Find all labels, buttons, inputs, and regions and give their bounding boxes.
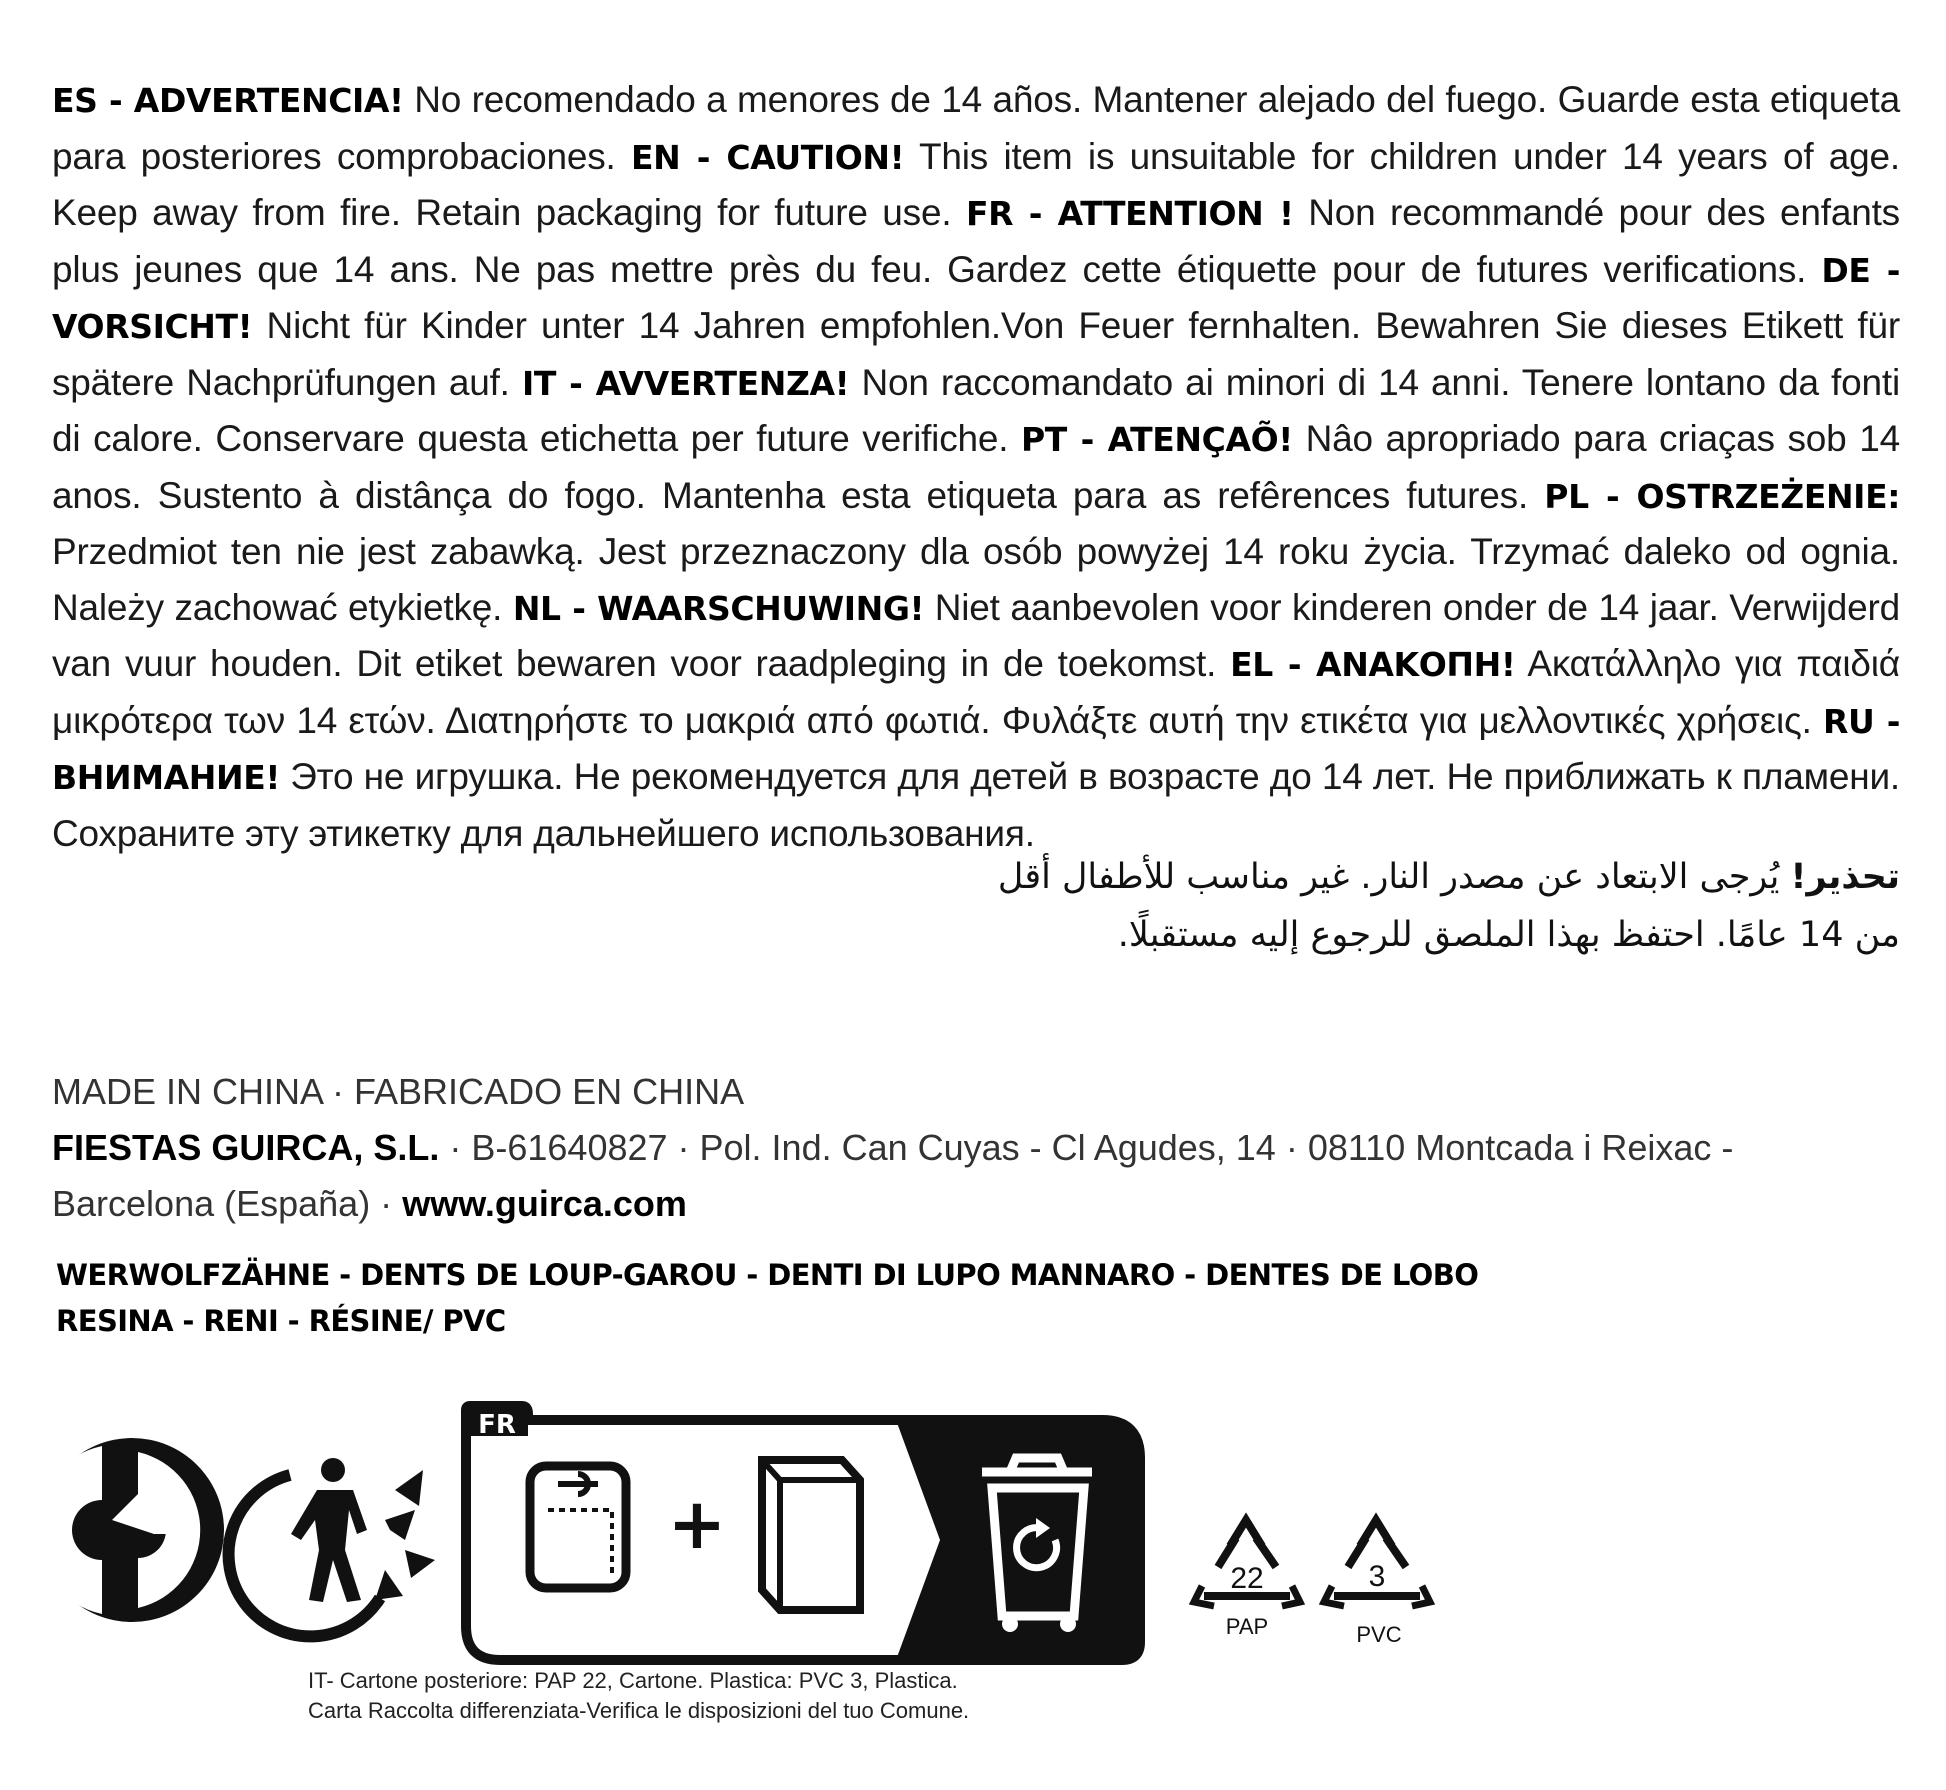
- tidyman-icon: [229, 1458, 435, 1636]
- plus-icon: +: [667, 1483, 727, 1565]
- it-note-line-2: Carta Raccolta differenziata-Verifica le disposizioni del tuo Comune.: [308, 1698, 970, 1723]
- multilingual-warning-text: [52, 72, 1900, 861]
- warning-nl: NL - WAARSCHUWING! Niet aanbevolen voor kinderen onder de 14 jaar. Verwijderd van vuur houden. Dit etiket bewaren voor raadpleging in de toekomst.: [52, 586, 1900, 684]
- triman-sorting-panel: [466, 1406, 1140, 1660]
- product-material: [56, 1252, 1478, 1344]
- green-dot-icon: [34, 1438, 224, 1622]
- product-names: WERWOLFZÄHNE - DENTS DE LOUP-GAROU - DENTI DI LUPO MANNARO - DENTES DE LOBO: [56, 1258, 1479, 1292]
- pap-number: 22: [1230, 1562, 1264, 1595]
- warning-ar: [700, 848, 1900, 964]
- company-name: FIESTAS GUIRCA, S.L.: [52, 1127, 440, 1168]
- warning-pl: PL - OSTRZEŻENIE: Przedmiot ten nie jest zabawką. Jest przeznaczony dla osób powyżej 14 roku życia. Trzymać daleko od ognia. Należy zachować etykietkę.: [52, 476, 1901, 628]
- warning-en: EN - CAUTION! This item is unsuitable for children under 14 years of age. Keep away from fire. Retain packaging for future use.: [52, 135, 1901, 233]
- materials: RESINA - RENI - RÉSINE/ PVC: [56, 1304, 506, 1338]
- pvc-label: PVC: [1356, 1622, 1402, 1647]
- warning-it: IT - AVVERTENZA! Non raccomandato ai minori di 14 anni. Tenere lontano da fonti di calore. Conservare questa etichetta per future verifiche.: [52, 361, 1900, 459]
- it-note-line-1: IT- Cartone posteriore: PAP 22, Cartone. Plastica: PVC 3, Plastica.: [308, 1668, 958, 1693]
- warning-pt: PT - ATENÇAÕ! Nâo apropriado para criaças sob 14 anos. Sustento à distânça do fogo. Mantenha esta etiqueta para as refêrences futures.: [52, 418, 1900, 516]
- company-address: [52, 1120, 1882, 1232]
- pvc-number: 3: [1368, 1560, 1386, 1593]
- address: · B-61640827 · Pol. Ind. Can Cuyas - Cl Agudes, 14 · 08110 Montcada i Reixac - Barcelona (España) ·: [52, 1127, 1734, 1224]
- manufacturer-info: [52, 1064, 1882, 1232]
- plastic-package-icon: [762, 1460, 860, 1610]
- pap-label: PAP: [1225, 1614, 1269, 1639]
- warning-de: DE - VORSICHT! Nicht für Kinder unter 14 Jahren empfohlen.Von Feuer fernhalten. Bewahren Sie dieses Etikett für spätere Nachprüfungen auf.: [52, 250, 1900, 403]
- pvc-3-recycling-icon: [1324, 1520, 1430, 1647]
- triman-country-tag: FR: [478, 1410, 516, 1440]
- italian-disposal-note: [308, 1666, 969, 1726]
- backing-card-icon: [530, 1466, 626, 1588]
- arabic-line-1: تحذير! يُرجى الابتعاد عن مصدر النار. غير مناسب للأطفال أقل: [997, 857, 1900, 897]
- arabic-line-2: من 14 عامًا. احتفظ بهذا الملصق للرجوع إليه مستقبلًا.: [1117, 915, 1900, 955]
- pap-22-recycling-icon: [1194, 1520, 1300, 1639]
- warning-ru: RU - ВНИМАНИЕ! Это не игрушка. Не рекомендуется для детей в возрасте до 14 лет. Не приближать к пламени. Сохраните эту этикетку для дальнейшего использования.: [52, 701, 1900, 854]
- recycling-symbols: [0, 1380, 1946, 1680]
- website: www.guirca.com: [402, 1183, 687, 1224]
- origin-line: MADE IN CHINA · FABRICADO EN CHINA: [52, 1071, 745, 1112]
- warning-el: EL - ΑΝΑΚΟΠΗ! Ακατάλληλο για παιδιά μικρότερα των 14 ετών. Διατηρήστε το μακριά από φωτιά. Φυλάξτε αυτή την ετικέτα για μελλοντικές χρήσεις.: [52, 643, 1900, 741]
- warning-es: ES - ADVERTENCIA! No recomendado a menores de 14 años. Mantener alejado del fuego. Guarde esta etiqueta para posteriores comprobaciones.: [52, 79, 1900, 177]
- warning-fr: FR - ATTENTION ! Non recommandé pour des enfants plus jeunes que 14 ans. Ne pas mettre près du feu. Gardez cette étiquette pour de futures verifications.: [52, 192, 1900, 290]
